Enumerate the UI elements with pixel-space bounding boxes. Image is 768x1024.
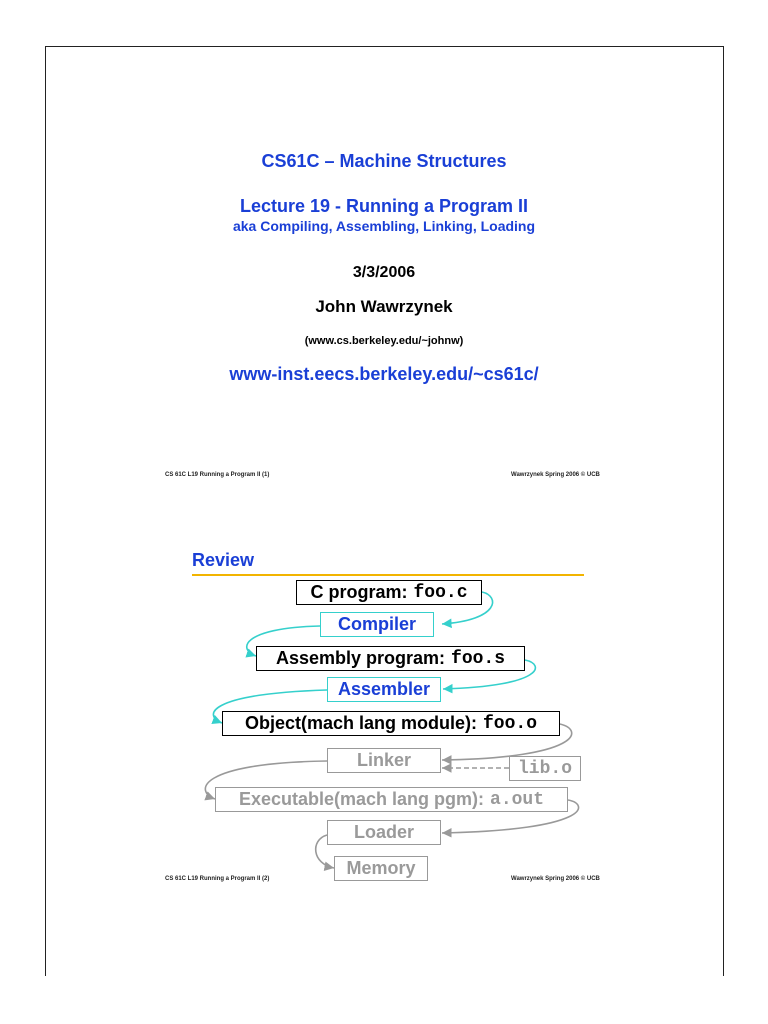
assembly-program-box [256,646,525,671]
lib-file: lib.o [517,758,572,779]
assembler-label: Assembler [337,679,431,699]
slide-2-footer-left: CS 61C L19 Running a Program II (2) [165,876,270,882]
lib-file-box [509,756,581,781]
executable-label: Executable(mach lang pgm): [238,789,485,809]
lecture-title: Lecture 19 - Running a Program II [239,196,529,216]
loader-box [327,820,441,845]
assembly-file: foo.s [451,648,506,669]
course-url-link[interactable]: www-inst.eecs.berkeley.edu/~cs61c/ [229,364,539,384]
slide-1-footer-right: Wawrzynek Spring 2006 © UCB [511,472,600,478]
slide-1-footer-left: CS 61C L19 Running a Program II (1) [165,472,270,478]
c-program-file: foo.c [413,582,468,603]
review-heading: Review [192,550,255,570]
assembly-label: Assembly program: [275,648,446,668]
c-program-box [296,580,482,605]
compiler-label: Compiler [337,614,416,634]
slide-2-footer-right: Wawrzynek Spring 2006 © UCB [511,876,600,882]
executable-box [215,787,568,812]
course-title: CS61C – Machine Structures [261,151,507,171]
object-label: Object(mach lang module): [244,713,477,733]
memory-box [334,856,428,881]
object-module-box [222,711,560,736]
linker-label: Linker [356,750,412,770]
lecture-date: 3/3/2006 [352,264,416,281]
compiler-box [320,612,434,637]
author-url[interactable]: (www.cs.berkeley.edu/~johnw) [304,335,464,347]
linker-box [327,748,441,773]
author-name: John Wawrzynek [315,297,453,316]
memory-label: Memory [346,858,416,878]
executable-file: a.out [490,789,545,810]
lecture-subtitle: aka Compiling, Assembling, Linking, Loading [232,218,536,234]
loader-label: Loader [353,822,414,842]
object-file: foo.o [483,713,538,734]
c-program-label: C program: [310,582,408,602]
assembler-box [327,677,441,702]
